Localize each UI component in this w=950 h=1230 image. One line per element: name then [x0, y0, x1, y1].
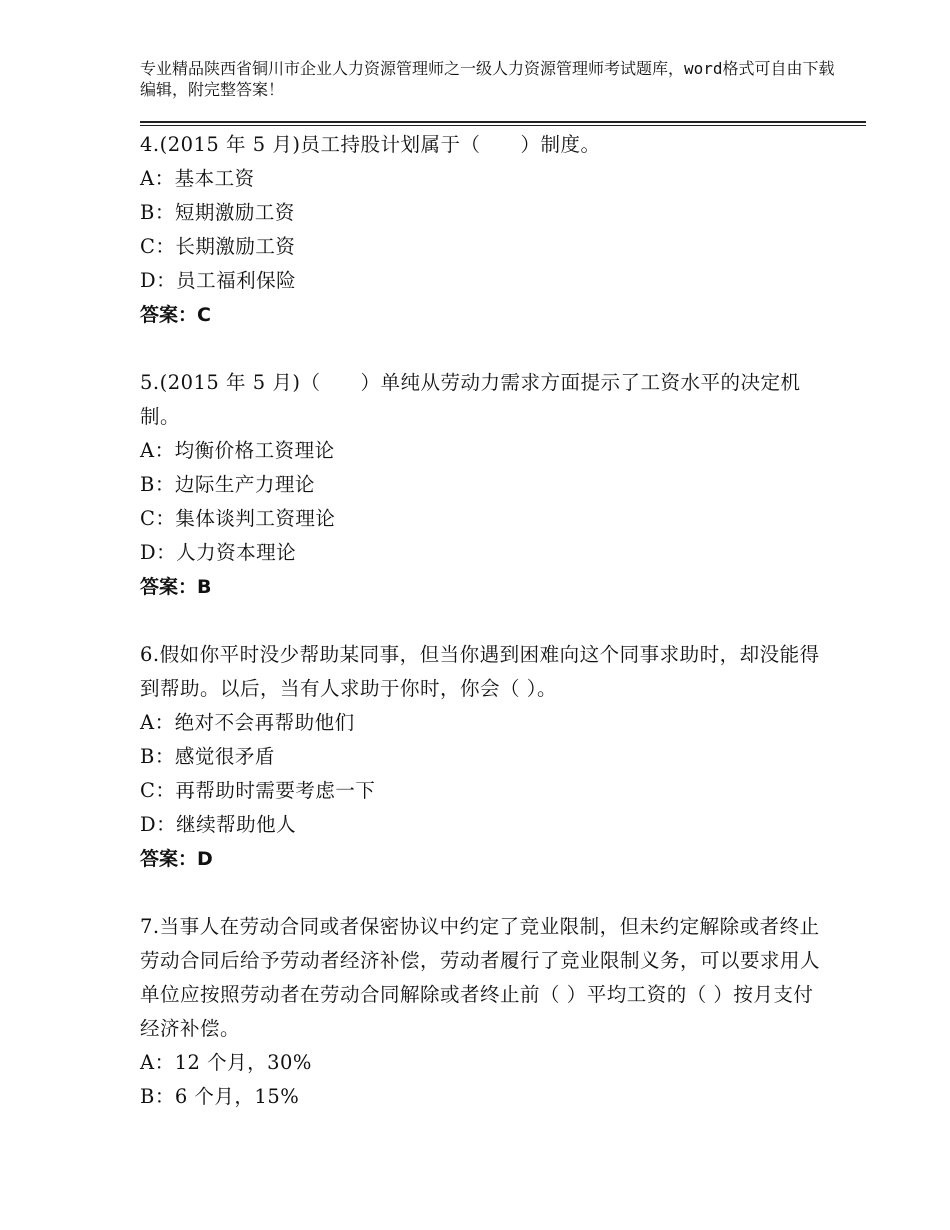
option-a: A：绝对不会再帮助他们: [140, 711, 355, 734]
option-b: B：感觉很矛盾: [140, 745, 275, 768]
question-stem: 7.当事人在劳动合同或者保密协议中约定了竞业限制，但未约定解除或者终止劳动合同后给予劳动者经济补偿，劳动者履行了竞业限制义务，可以要求用人单位应按照劳动者在劳动合同解除或者终止前（ ）平均工资的（ ）按月支付经济补偿。: [140, 915, 821, 1040]
header-rule-thin: [140, 125, 866, 126]
answer: 答案：B: [140, 576, 212, 598]
page-header: 专业精品陕西省铜川市企业人力资源管理师之一级人力资源管理师考试题库，word格式可自由下载编辑，附完整答案！: [140, 59, 835, 99]
question-list: [140, 128, 820, 1114]
option-b: B：短期激励工资: [140, 201, 295, 224]
question-4: [140, 128, 820, 332]
option-c: C：再帮助时需要考虑一下: [140, 779, 376, 802]
answer: 答案：D: [140, 848, 213, 870]
question-6: [140, 638, 820, 876]
option-a: A：12 个月，30%: [140, 1051, 312, 1074]
option-d: D：员工福利保险: [140, 269, 297, 292]
question-stem: 5.(2015 年 5 月)（ ）单纯从劳动力需求方面提示了工资水平的决定机制。: [140, 371, 801, 428]
option-d: D：继续帮助他人: [140, 813, 297, 836]
option-c: C：长期激励工资: [140, 235, 296, 258]
option-c: C：集体谈判工资理论: [140, 507, 336, 530]
question-stem: 6.假如你平时没少帮助某同事，但当你遇到困难向这个同事求助时，却没能得到帮助。以后，当有人求助于你时，你会（ ）。: [140, 643, 820, 700]
option-b: B：6 个月，15%: [140, 1085, 300, 1108]
question-7: [140, 910, 820, 1114]
header-rule: [140, 121, 866, 123]
option-b: B：边际生产力理论: [140, 473, 315, 496]
question-stem: 4.(2015 年 5 月)员工持股计划属于（ ）制度。: [140, 133, 601, 156]
question-5: [140, 366, 820, 604]
option-a: A：均衡价格工资理论: [140, 439, 335, 462]
answer: 答案：C: [140, 304, 211, 326]
option-a: A：基本工资: [140, 167, 255, 190]
option-d: D：人力资本理论: [140, 541, 297, 564]
